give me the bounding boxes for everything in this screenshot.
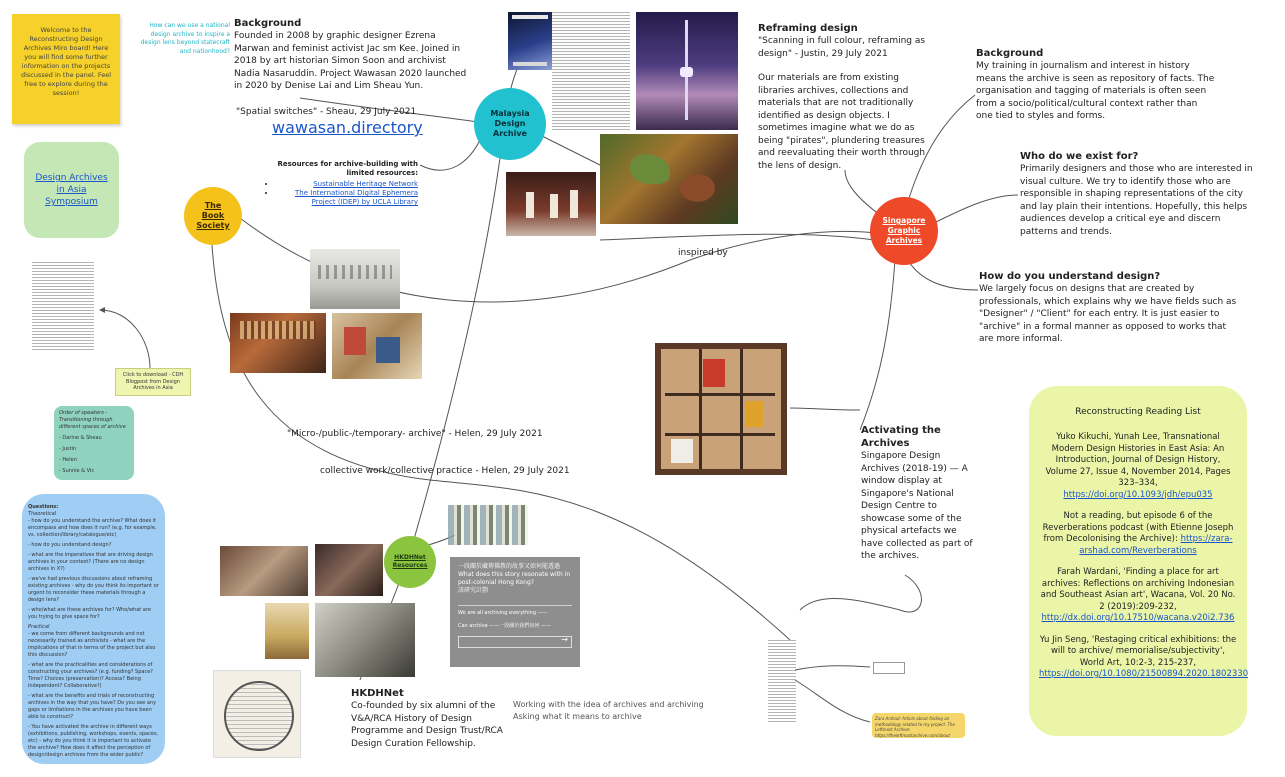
resource-link[interactable]: The International Digital Ephemera Project (IDEP) by UCLA Library (295, 189, 418, 206)
empty-box[interactable] (873, 662, 905, 674)
reading-entry-text: Yuko Kikuchi, Yunah Lee, Transnational Modern Design Histories in East Asia: An Introduction, Journal of Design History, Volume 27, Issue 4, November 2014, Pages 323–334, (1045, 432, 1231, 488)
zara-note[interactable] (872, 713, 965, 738)
malaysia-background-body: Founded in 2008 by graphic designer Ezrena Marwan and feminist activist Jac sm Kee. Joined in 2018 by art historian Simon Soon and archivist Nadia Nasaruddin. Project Wawasan 2020 launched in 2020 by Denise Lai and Lim Sheau Yun. (234, 31, 467, 91)
resources-heading: Resources for archive-building with limited resources: (277, 160, 418, 177)
line-download (100, 310, 150, 368)
who-exist-block (1020, 150, 1256, 238)
dance-photo[interactable] (506, 172, 596, 236)
line-malaysia-below (420, 140, 480, 170)
reading-entry-link[interactable]: https://doi.org/10.1093/jdh/epu035 (1063, 489, 1213, 500)
who-exist-body: Primarily designers and those who are interested in visual culture. We try to identify those who are responsible in shaping representations of the city and lay plain their intentions. Hopefully, this helps audiences develop a critical eye and discern patterns and trends. (1020, 164, 1253, 237)
hk-exhibition-photo[interactable] (315, 603, 415, 677)
grey-card-line: 一段關於藏傳佛教的故事又如何能透過 What does this story resonate with in post-colonial Hong Kong? (458, 563, 571, 586)
singapore-graphic-archives-node[interactable] (870, 197, 938, 265)
grey-card-line: Can archive ——一段關於我們如何 —— (458, 623, 551, 629)
reframing-heading: Reframing design (758, 23, 858, 34)
poster-image[interactable] (508, 12, 552, 70)
sga-background-block (976, 47, 1216, 123)
reading-entry-text: Not a reading, but episode 6 of the Reverberations podcast (with Etienne Joseph from Decolonising the Archive): (1042, 511, 1234, 544)
reading-entry-text: Farah Wardani, 'Finding a place for art archives: Reflections on archiving Indonesian and Southeast Asian art', Wacana, Vol. 20 No. 2 (2019):209-232, (1040, 567, 1236, 612)
hk-grey-card[interactable] (450, 557, 580, 667)
question-line: - You have activated the archive in different ways (exhibitions, publishing, workshops, events, spaces, etc) - why do you think it is important to activate the archive? How does it affect the perception of design/design archives from the wider public? (28, 724, 159, 758)
question-section: Practical (28, 624, 50, 630)
hk-engraving-image[interactable] (213, 670, 301, 758)
grey-card-line: 該研究計劃 (458, 587, 489, 594)
window-display-photo[interactable] (655, 343, 787, 475)
hk-crowd-photo[interactable] (315, 544, 383, 596)
line-activating-window (790, 408, 860, 410)
books-table-photo[interactable] (332, 313, 422, 379)
malaysia-node-label: Malaysia Design Archive (490, 109, 530, 138)
sga-background-heading: Background (976, 48, 1044, 59)
resources-block (262, 160, 418, 207)
reading-entry-text: Yu Jin Seng, 'Restaging critical exhibitions: the will to archive/ memorialise/subjectivity', World Art, 10:2-3, 215-237, (1039, 634, 1237, 668)
grey-card-line: We are all archiving everything —— (458, 610, 548, 616)
arrow-icon: → (561, 635, 568, 644)
gallery-photo[interactable] (310, 249, 400, 309)
working-note (513, 699, 713, 723)
line-scan-a (795, 666, 870, 670)
wawasan-link[interactable]: wawasan.directory (272, 118, 423, 137)
inspired-by-label: inspired by (678, 248, 728, 258)
hkdhnet-body: Co-founded by six alumni of the V&A/RCA History of Design Programme and Design Trust/RCA Design Curation Fellowship. (351, 701, 503, 749)
reading-entry-link[interactable]: http://dx.doi.org/10.17510/wacana.v20i2.736 (1041, 613, 1235, 623)
symposium-card[interactable] (24, 142, 119, 238)
welcome-note-text: Welcome to the Reconstructing Design Archives Miro board! Here you will find some further information on the projects discussed in the panel. Feel free to explore during the session! (20, 26, 112, 97)
activating-body: Singapore Design Archives (2018-19) — A window display at Singapore's National Design Centre to showcase some of the physical artefacts we have collected as part of the archives. (861, 451, 973, 561)
line-sg-who (930, 195, 1018, 225)
question-line: - what are the benefits and trials of reconstructing archives in the way that you have? Do you see any gaps or limitations in the archives you have been able to construct? (28, 693, 157, 720)
book-society-node[interactable] (184, 187, 242, 245)
reading-entry (1039, 432, 1237, 501)
malaysia-design-archive-node[interactable] (474, 88, 546, 160)
reading-entry (1039, 567, 1237, 625)
hkdhnet-resources-node[interactable] (384, 536, 436, 588)
question-line: - how do you understand design? (28, 542, 112, 548)
questions-title: Questions: (28, 504, 59, 510)
line-activating-down (800, 575, 921, 612)
malaysia-background-block (234, 17, 474, 93)
sga-background-body: My training in journalism and interest in history means the archive is seen as repository of facts. The organisation and tagging of materials is often seen from a socio/political/cultural context rather than one tied to styles and forms. (976, 61, 1215, 121)
malaysia-background-heading: Background (234, 18, 302, 29)
download-note[interactable] (115, 368, 191, 396)
line-sg-reframing (845, 170, 880, 215)
micro-archive-quote: "Micro-/public-/temporary- archive" - Helen, 29 July 2021 (287, 429, 543, 439)
hk-event-photo[interactable] (220, 546, 308, 596)
reframing-body: Our materials are from existing libraries archives, collections and materials that are not traditionally identified as design objects. I sometimes imagine what we do as being "pirates", plundering treasures and reevaluating their worth through the lens of design. (758, 73, 926, 171)
question-line: - we come from different backgrounds and not necessarily trained as archivists - what are the implications of that in terms of the project but also this discussion? (28, 631, 156, 658)
reading-entry (1039, 634, 1249, 681)
resource-item[interactable] (276, 189, 418, 207)
bookshop-photo[interactable] (230, 313, 326, 373)
speaker-order-item: - Sunnie & Vic (59, 468, 95, 474)
question-line: - what are the practicalities and considerations of constructing your archives? (e.g. funding? Space? Time? Choices (preservation)? Access? Being independent? Collaborative?) (28, 662, 153, 689)
activating-heading: Activating the Archives (861, 425, 941, 449)
speaker-order-title: Order of speakers - Transitioning through different spaces of archive (59, 410, 126, 430)
question-line: - who/what are these archives for? Who/what are you trying to give space for? (28, 607, 151, 620)
questions-subtitle: Theoretical (28, 511, 57, 517)
malaysia-question: How can we use a national design archive to inspire a design lens beyond statecraft and nationhood? (140, 22, 230, 55)
speaker-order-item: - Helen (59, 457, 77, 463)
speaker-order-item: - Darine & Sheau (59, 435, 102, 441)
collective-practice-quote: collective work/collective practice - Helen, 29 July 2021 (320, 466, 570, 476)
singapore-node-label: Singapore Graphic Archives (882, 216, 926, 245)
question-line: - what are the imperatives that are driving design archives in your context? (There are no design archives in X?) (28, 552, 153, 572)
speaker-order-item: - Justin (59, 446, 77, 452)
symposium-link[interactable]: Design Archives in Asia Symposium (35, 173, 108, 207)
download-note-text: Click to download - CDH Blogpost from Design Archives in Asia (122, 372, 184, 391)
understand-design-block (979, 270, 1241, 346)
questions-note[interactable] (22, 494, 165, 764)
reading-entry (1039, 511, 1237, 557)
line-scan-b (795, 680, 870, 722)
tower-photo[interactable] (636, 12, 738, 130)
reading-entry-link[interactable]: https://zara-arshad.com/Reverberations (1079, 534, 1233, 556)
hkdhnet-node-label: HKDHNet Resources (392, 554, 428, 569)
document-scan-image[interactable] (552, 12, 630, 130)
understand-design-body: We largely focus on designs that are created by professionals, which explains why we have fields such as "Designer" / "Client" for each entry. It is just easier to "archive" in a formal manner as opposed to works that are more informal. (979, 284, 1237, 344)
resource-link[interactable]: Sustainable Heritage Network (313, 180, 418, 188)
reading-list-title: Reconstructing Reading List (1075, 407, 1201, 417)
question-line: - how do you understand the archive? What does it encompass and how does it run? (e.g. for example, vs. collection/library/catalogue/etc) (28, 518, 157, 538)
reading-entry-link[interactable]: https://doi.org/10.1080/21500894.2020.1802330 (1039, 669, 1249, 679)
speaker-order-note[interactable] (54, 406, 134, 480)
hkdhnet-block (351, 687, 511, 750)
line-sg-inspired (600, 234, 875, 240)
understand-design-heading: How do you understand design? (979, 271, 1161, 282)
working-note-line: Asking what it means to archive (513, 712, 642, 721)
scanned-document-image[interactable] (768, 640, 796, 722)
activating-block (861, 424, 981, 563)
who-exist-heading: Who do we exist for? (1020, 151, 1139, 162)
grey-card-button[interactable] (458, 636, 572, 648)
hkdhnet-heading: HKDHNet (351, 688, 404, 699)
spatial-quote: "Spatial switches" - Sheau, 29 July 2021 (236, 107, 417, 117)
zara-note-text: Zara Arshad: Article about finding an methodology related to my project. The Leftmost Archive: https://theleftmostarchive.com/about (875, 716, 955, 738)
hk-book-photo[interactable] (265, 603, 309, 659)
question-line: - we've had previous discussions about reframing existing archives - why do you think its important or urgent to reconsider these materials through a design lens? (28, 576, 159, 603)
welcome-note[interactable] (12, 14, 120, 124)
dinosaur-illustration[interactable] (600, 134, 738, 224)
reading-list-card[interactable] (1029, 386, 1247, 736)
reframing-quote: "Scanning in full colour, reframing as design" - Justin, 29 July 2021 (758, 36, 926, 59)
blogpost-thumbnail[interactable] (32, 262, 94, 352)
reframing-block (758, 22, 938, 172)
working-note-line: Working with the idea of archives and archiving (513, 700, 704, 709)
line-sg-activating (860, 260, 895, 430)
book-society-label: The Book Society (196, 201, 230, 230)
hk-thumbnail-collage[interactable] (448, 505, 528, 545)
resource-item[interactable] (276, 180, 418, 189)
